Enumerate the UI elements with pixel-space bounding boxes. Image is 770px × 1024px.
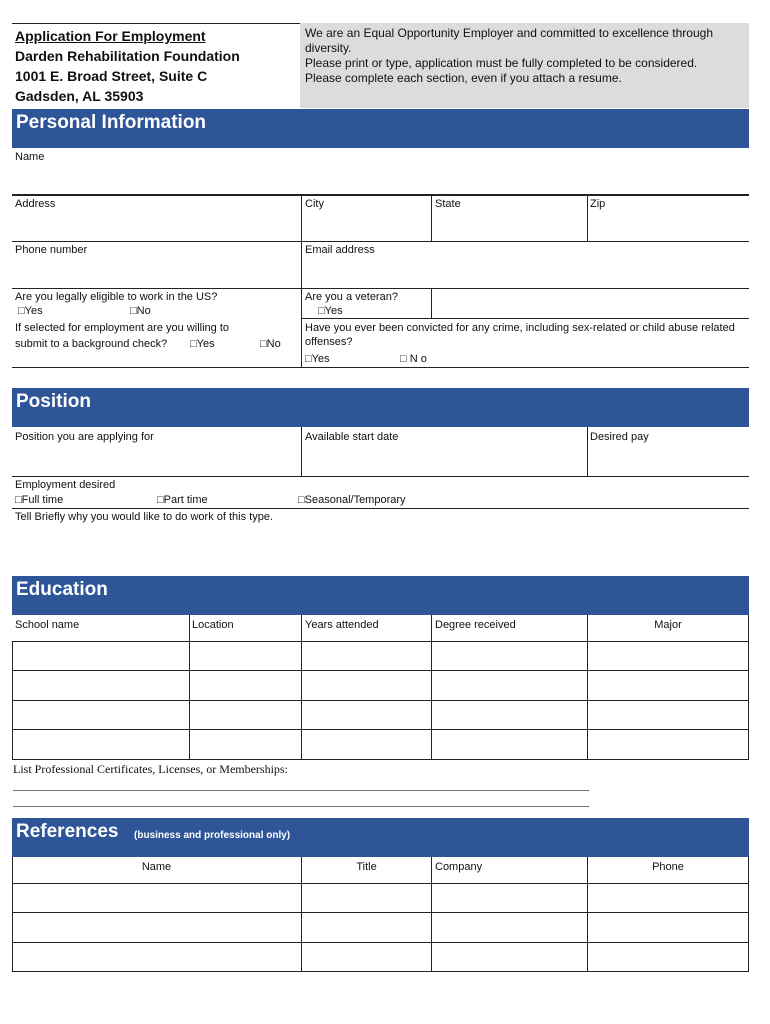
city-field[interactable] — [302, 211, 430, 241]
rule — [12, 476, 749, 477]
phone-label: Phone number — [15, 244, 88, 256]
col-years-attended: Years attended — [305, 619, 379, 631]
address-label: Address — [15, 198, 56, 210]
org-name: Darden Rehabilitation Foundation — [15, 48, 240, 64]
phone-field[interactable] — [12, 258, 300, 286]
zip-field[interactable] — [588, 211, 748, 241]
rule — [301, 241, 302, 288]
start-date-label: Available start date — [305, 431, 399, 443]
name-label: Name — [15, 151, 45, 163]
ref-col-title: Title — [356, 861, 377, 873]
references-subheading: (business and professional only) — [134, 830, 291, 841]
desired-pay-field[interactable] — [588, 445, 748, 475]
rule — [587, 427, 588, 476]
header-notices — [305, 26, 745, 86]
rule — [12, 508, 749, 509]
eligible-yes-checkbox[interactable]: □Yes — [18, 305, 43, 317]
rule — [12, 288, 749, 289]
form-title: Application For Employment — [15, 28, 206, 44]
address-field[interactable] — [12, 211, 300, 241]
eeo-notice: We are an Equal Opportunity Employer and committed to excellence through diversity. — [305, 26, 713, 55]
position-section-header — [12, 388, 749, 427]
references-table-body[interactable] — [13, 884, 748, 970]
rule — [12, 971, 749, 972]
conviction-yes-checkbox[interactable]: □Yes — [305, 353, 330, 365]
position-field[interactable] — [12, 445, 300, 475]
rule — [748, 615, 749, 759]
conviction-question: Have you ever been convicted for any crime, including sex-related or child abuse related offenses? — [305, 322, 735, 348]
col-school-name: School name — [15, 619, 80, 631]
name-field[interactable] — [12, 164, 749, 194]
ref-col-phone: Phone — [652, 861, 684, 873]
email-field[interactable] — [302, 258, 748, 286]
print-notice: Please print or type, application must be fully completed to be considered. — [305, 56, 698, 70]
seasonal-checkbox[interactable]: □Seasonal/Temporary — [298, 494, 406, 506]
education-heading: Education — [16, 579, 108, 600]
background-question-line2: submit to a background check? — [15, 338, 168, 350]
veteran-yes-checkbox[interactable]: □Yes — [318, 305, 343, 317]
background-no-checkbox[interactable]: □No — [260, 338, 281, 350]
rule — [301, 427, 302, 476]
zip-label: Zip — [590, 198, 606, 210]
rule — [12, 759, 749, 760]
conviction-no-checkbox[interactable]: □ N o — [400, 353, 427, 365]
email-label: Email address — [305, 244, 375, 256]
position-heading: Position — [16, 391, 91, 412]
why-label: Tell Briefly why you would like to do work of this type. — [15, 511, 274, 523]
city-label: City — [305, 198, 324, 210]
header-address-block — [15, 26, 240, 106]
part-time-checkbox[interactable]: □Part time — [157, 494, 208, 506]
state-label: State — [435, 198, 461, 210]
certificates-line-1[interactable]: ________________________________________________________________________________________________ — [13, 778, 589, 792]
employment-desired-label: Employment desired — [15, 479, 116, 491]
eligible-no-checkbox[interactable]: □No — [130, 305, 151, 317]
background-yes-checkbox[interactable]: □Yes — [190, 338, 215, 350]
start-date-field[interactable] — [302, 445, 586, 475]
col-major: Major — [654, 619, 682, 631]
rule — [12, 367, 749, 368]
references-section-header — [12, 818, 749, 857]
rule — [748, 857, 749, 971]
why-field[interactable] — [12, 525, 749, 570]
ref-col-company: Company — [435, 861, 483, 873]
eligible-question: Are you legally eligible to work in the US? — [15, 291, 218, 303]
rule — [587, 194, 588, 241]
rule — [12, 194, 749, 196]
veteran-question: Are you a veteran? — [305, 291, 398, 303]
personal-section-header — [12, 109, 749, 148]
col-location: Location — [192, 619, 234, 631]
rule — [301, 318, 749, 319]
rule — [301, 288, 302, 368]
rule — [431, 288, 432, 318]
rule — [12, 241, 749, 242]
personal-heading: Personal Information — [16, 112, 207, 133]
education-section-header — [12, 576, 749, 615]
state-field[interactable] — [432, 211, 586, 241]
veteran-answer-field[interactable] — [433, 290, 748, 316]
references-heading: References — [16, 821, 119, 842]
org-city: Gadsden, AL 35903 — [15, 88, 144, 104]
certificates-line-2[interactable]: ________________________________________________________________________________________________ — [13, 794, 589, 808]
ref-col-name: Name — [141, 861, 172, 873]
education-table-body[interactable] — [13, 642, 748, 758]
complete-notice: Please complete each section, even if you attach a resume. — [305, 71, 622, 85]
full-time-checkbox[interactable]: □Full time — [15, 494, 64, 506]
rule — [301, 194, 302, 241]
org-street: 1001 E. Broad Street, Suite C — [15, 68, 208, 84]
rule — [431, 194, 432, 241]
certificates-label: List Professional Certificates, Licenses, or Memberships: — [13, 762, 288, 776]
col-degree-received: Degree received — [435, 619, 516, 631]
desired-pay-label: Desired pay — [590, 431, 649, 443]
background-question-line1: If selected for employment are you willing to — [15, 322, 229, 334]
position-applying-label: Position you are applying for — [15, 431, 154, 443]
